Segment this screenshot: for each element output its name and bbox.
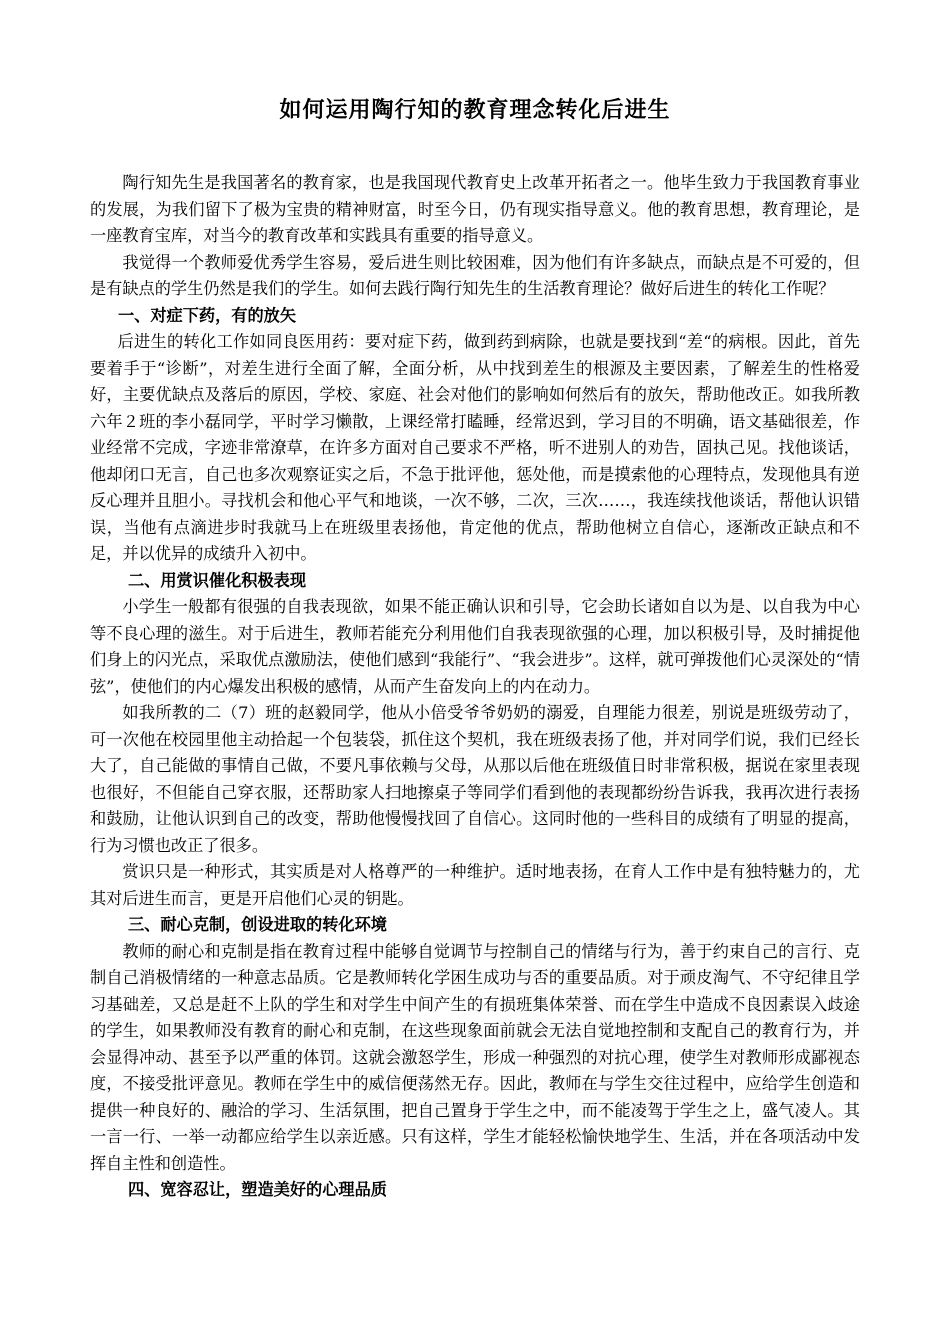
intro-paragraph-1: 陶行知先生是我国著名的教育家，也是我国现代教育史上改革开拓者之一。他毕生致力于我国教育事业的发展，为我们留下了极为宝贵的精神财富，时至今日，仍有现实指导意义。他的教育思想，教育理论，是一座教育宝库，对当今的教育改革和实践具有重要的指导意义。 bbox=[90, 173, 860, 245]
document-body bbox=[90, 170, 860, 1204]
section-3-heading: 三、耐心克制，创设进取的转化环境 bbox=[128, 915, 387, 934]
section-3-paragraph-1: 教师的耐心和克制是指在教育过程中能够自觉调节与控制自己的情绪与行为，善于约束自己的言行、克制自己消极情绪的一种意志品质。它是教师转化学困生成功与否的重要品质。对于顽皮淘气、不守纪律且学习基础差，又总是赶不上队的学生和对学生中间产生的有损班集体荣誉、而在学生中造成不良因素误入歧途的学生，如果教师没有教育的耐心和克制，在这些现象面前就会无法自觉地控制和支配自己的教育行为，并会显得冲动、甚至予以严重的体罚。这就会激怒学生，形成一种强烈的对抗心理，使学生对教师形成鄙视态度，不接受批评意见。教师在学生中的威信便荡然无存。因此，教师在与学生交往过程中，应给学生创造和提供一种良好的、融洽的学习、生活氛围，把自己置身于学生之中，而不能凌驾于学生之上，盛气凌人。其一言一行、一举一动都应给学生以亲近感。只有这样，学生才能轻松愉快地学生、生活，并在各项活动中发挥自主性和创造性。 bbox=[90, 941, 860, 1173]
section-1-paragraph-1: 后进生的转化工作如同良医用药：要对症下药，做到药到病除，也就是要找到“差“的病根。因此，首先要着手于“诊断”，对差生进行全面了解，全面分析，从中找到差生的根源及主要因素，了解差生的性格爱好，主要优缺点及落后的原因，学校、家庭、社会对他们的影响如何然后有的放矢，帮助他改正。如我所教六年２班的李小磊同学，平时学习懒散，上课经常打瞌睡，经常迟到，学习目的不明确，语文基础很差，作业经常不完成，字迹非常潦草，在许多方面对自己要求不严格，听不进别人的劝告，固执己见。找他谈话，他却闭口无言，自己也多次观察证实之后，不急于批评他，惩处他，而是摸索他的心理特点，发现他具有逆反心理并且胆小。寻找机会和他心平气和地谈，一次不够，二次，三次……，我连续找他谈话，帮他认识错误，当他有点滴进步时我就马上在班级里表扬他，肯定他的优点，帮助他树立自信心，逐渐改正缺点和不足，并以优异的成绩升入初中。 bbox=[90, 332, 860, 563]
intro-paragraph-2: 我觉得一个教师爱优秀学生容易，爱后进生则比较困难，因为他们有许多缺点，而缺点是不可爱的，但是有缺点的学生仍然是我们的学生。如何去践行陶行知先生的生活教育理论？做好后进生的转化工作呢？ bbox=[90, 252, 860, 298]
section-2-paragraph-1: 小学生一般都有很强的自我表现欲，如果不能正确认识和引导，它会助长诸如自以为是、以自我为中心等不良心理的滋生。对于后进生，教师若能充分利用他们自我表现欲强的心理，加以积极引导，及时捕捉他们身上的闪光点，采取优点激励法，使他们感到“我能行”、“我会进步”。这样，就可弹拨他们心灵深处的“情弦”，使他们的内心爆发出积极的感情，从而产生奋发向上的内在动力。 bbox=[90, 597, 860, 696]
section-4-heading: 四、宽容忍让，塑造美好的心理品质 bbox=[128, 1180, 387, 1199]
section-2-paragraph-2: 如我所教的二（7）班的赵毅同学，他从小倍受爷爷奶奶的溺爱，自理能力很差，别说是班级劳动了，可一次他在校园里他主动拾起一个包装袋，抓住这个契机，我在班级表扬了他，并对同学们说，我们已经长大了，自己能做的事情自己做，不要凡事依赖与父母，从那以后他在班级值日时非常积极，据说在家里表现也很好，不但能自己穿衣服，还帮助家人扫地擦桌子等同学们看到他的表现都纷纷告诉我，我再次进行表扬和鼓励，让他认识到自己的改变，帮助他慢慢找回了自信心。这同时他的一些科目的成绩有了明显的提高，行为习惯也改正了很多。 bbox=[90, 703, 860, 855]
section-2-heading: 二、用赏识催化积极表现 bbox=[128, 570, 307, 590]
document-title: 如何运用陶行知的教育理念转化后进生 bbox=[279, 98, 671, 123]
section-1-heading: 一、对症下药，有的放矢 bbox=[118, 305, 297, 325]
section-2-paragraph-3: 赏识只是一种形式，其实质是对人格尊严的一种维护。适时地表扬，在育人工作中是有独特魅力的，尤其对后进生而言，更是开启他们心灵的钥匙。 bbox=[90, 862, 860, 908]
